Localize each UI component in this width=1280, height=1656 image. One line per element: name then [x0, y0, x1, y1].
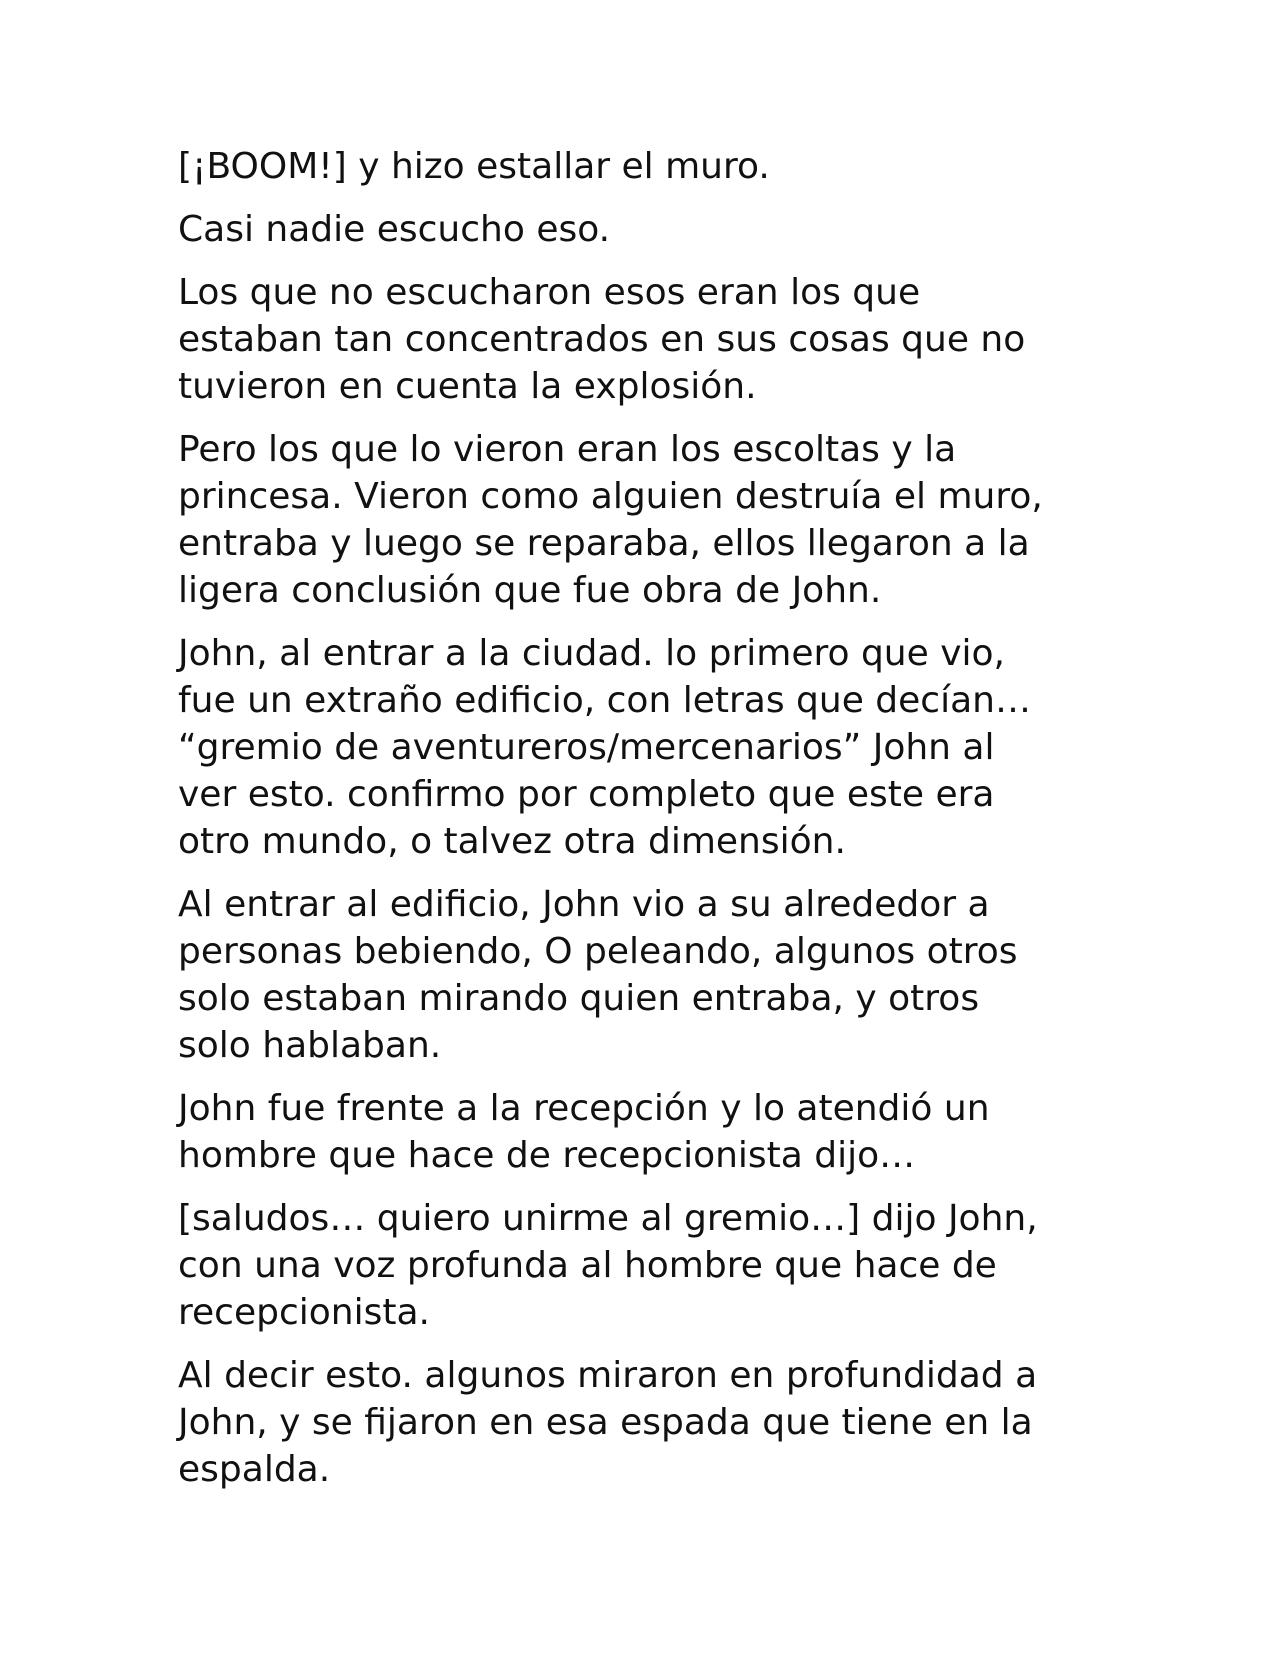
- paragraph: [saludos… quiero unirme al gremio…] dijo John, con una voz profunda al hombre que hace de recepcionista.: [178, 1198, 1038, 1333]
- paragraph: Al decir esto. algunos miraron en profundidad a John, y se fijaron en esa espada que tiene en la espalda.: [178, 1355, 1038, 1490]
- body-text: [178, 143, 1098, 1509]
- paragraph: Casi nadie escucho eso.: [178, 209, 611, 250]
- paragraph: John fue frente a la recepción y lo atendió un hombre que hace de recepcionista dijo…: [178, 1088, 990, 1176]
- paragraph: John, al entrar a la ciudad. lo primero que vio, fue un extraño edificio, con letras que decían… “gremio de aventureros/mercenarios” John al ver esto. confirmo por completo que este era otro mundo, o talvez otra dimensión.: [178, 633, 1031, 862]
- paragraph: [¡BOOM!] y hizo estallar el muro.: [178, 146, 770, 187]
- paragraph: Pero los que lo vieron eran los escoltas y la princesa. Vieron como alguien destruía el muro, entraba y luego se reparaba, ellos llegaron a la ligera conclusión que fue obra de John.: [178, 429, 1043, 611]
- paragraph: Los que no escucharon esos eran los que estaban tan concentrados en sus cosas que no tuvieron en cuenta la explosión.: [178, 272, 1026, 407]
- paragraph: Al entrar al edificio, John vio a su alrededor a personas bebiendo, O peleando, algunos otros solo estaban mirando quien entraba, y otros solo hablaban.: [178, 884, 1018, 1066]
